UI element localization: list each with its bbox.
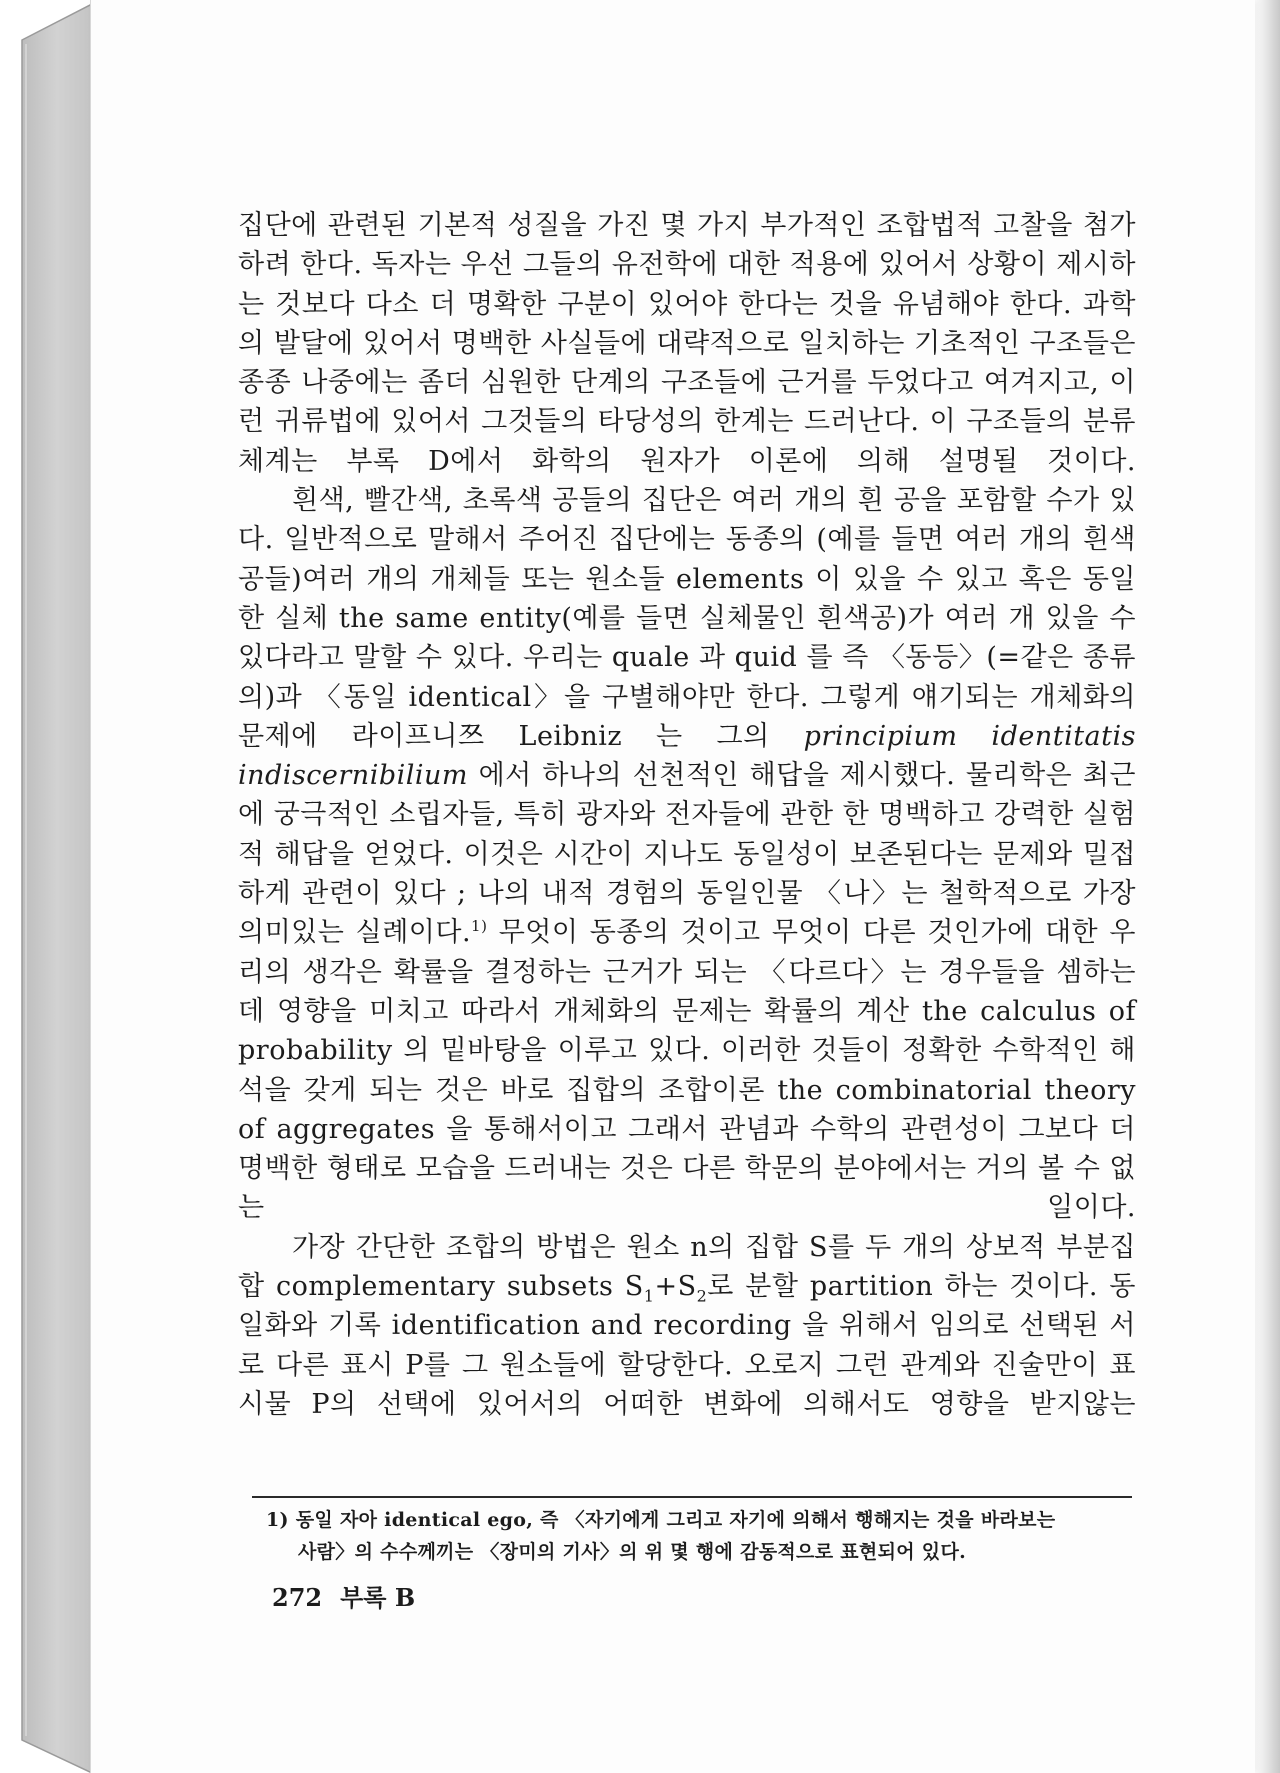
subscript-1: 1: [643, 1286, 655, 1306]
paragraph-2-text-c: 무엇이 동종의 것이고 무엇이 다른 것인가에 대한 우리의 생각은 확률을 결정하는 근거가 되는 〈다르다〉는 경우들을 셈하는 데 영향을 미치고 따라서 개체화의 문제는 확률의 계산 the calculus of probability 의 밑바탕을 이루고 있다. 이러한 것들이 정확한 수학적인 해석을 갖게 되는 것은 바로 집합의 조합이론 the combinatorial theory of aggregates 을 통해서이고 그래서 관념과 수학의 관련성이 그보다 더 명백한 형태로 모습을 드러내는 것은 다른 학문의 분야에서는 거의 볼 수 없는 일이다.: [238, 917, 1136, 1224]
paragraph-1: [238, 206, 1136, 481]
paragraph-2-text-b: 에서 하나의 선천적인 해답을 제시했다. 물리학은 최근에 궁극적인 소립자들, 특히 광자와 전자들에 관한 한 명백하고 강력한 실험적 해답을 얻었다. 이것은 시간이 지나도 동일성이 보존된다는 문제와 밀접하게 관련이 있다 ; 나의 내적 경험의 동일인물 〈나〉는 철학적으로 가장 의미있는 실례이다.: [238, 760, 1136, 949]
body-text: [238, 206, 1136, 1424]
paragraph-3: [238, 1228, 1136, 1424]
paragraph-1-text: 집단에 관련된 기본적 성질을 가진 몇 가지 부가적인 조합법적 고찰을 첨가하려 한다. 독자는 우선 그들의 유전학에 대한 적용에 있어서 상황이 제시하는 것보다 다소 더 명확한 구분이 있어야 한다는 것을 유념해야 한다. 과학의 발달에 있어서 명백한 사실들에 대략적으로 일치하는 기초적인 구조들은 종종 나중에는 좀더 심원한 단계의 구조들에 근거를 두었다고 여겨지고, 이런 귀류법에 있어서 그것들의 타당성의 한계는 드러난다. 이 구조들의 분류체계는 부록 D에서 화학의 원자가 이론에 의해 설명될 것이다.: [238, 210, 1136, 477]
page-footer: [272, 1578, 433, 1613]
book-spine: [0, 0, 92, 1773]
section-label: 부록 B: [340, 1583, 416, 1612]
plus-s: +S: [654, 1271, 697, 1303]
paragraph-2: [238, 481, 1136, 1228]
paragraph-3-text-a: 가장 간단한 조합의 방법은 원소 n의 집합 S를 두 개의 상보적 부분집합 complementary subsets S: [238, 1231, 1136, 1303]
footnote: [266, 1504, 1134, 1568]
page-edge-shadow: [1254, 0, 1280, 1773]
latin-phrase: principium identitatis indiscernibilium: [238, 720, 1136, 792]
paragraph-2-text-a: 흰색, 빨간색, 초록색 공들의 집단은 여러 개의 흰 공을 포함할 수가 있다. 일반적으로 말해서 주어진 집단에는 동종의 (예를 들면 여러 개의 흰색 공들)여러 개의 개체들 또는 원소들 elements 이 있을 수 있고 혹은 동일한 실체 the same entity(예를 들면 실체물인 흰색공)가 여러 개 있을 수 있다라고 말할 수 있다. 우리는 quale 과 quid 를 즉 〈동등〉(=같은 종류의)과 〈동일 identical〉을 구별해야만 한다. 그렇게 얘기되는 개체화의 문제에 라이프니쯔 Leibniz 는 그의: [238, 485, 1136, 752]
footnote-marker: 1): [471, 917, 488, 936]
subscript-2: 2: [696, 1286, 708, 1306]
footnote-line-1: 1) 동일 자아 identical ego, 즉 〈자기에게 그리고 자기에 의해서 행해지는 것을 바라보는: [266, 1509, 1056, 1531]
footnote-line-2: 사람〉의 수수께끼는 〈장미의 기사〉의 위 몇 행에 감동적으로 표현되어 있다.: [298, 1541, 967, 1563]
book-spine-shape: [0, 0, 92, 1773]
paragraph-3-text-b: 로 분할 partition 하는 것이다. 동일화와 기록 identification and recording 을 위해서 임의로 선택된 서로 다른 표시 P를 그 원소들에 할당한다. 오로지 그런 관계와 진술만이 표시물 P의 선택에 있어서의 어떠한 변화에 의해서도 영향을 받지않는: [238, 1271, 1136, 1420]
page-number: 272: [272, 1583, 323, 1612]
footnote-divider: [252, 1496, 1132, 1498]
